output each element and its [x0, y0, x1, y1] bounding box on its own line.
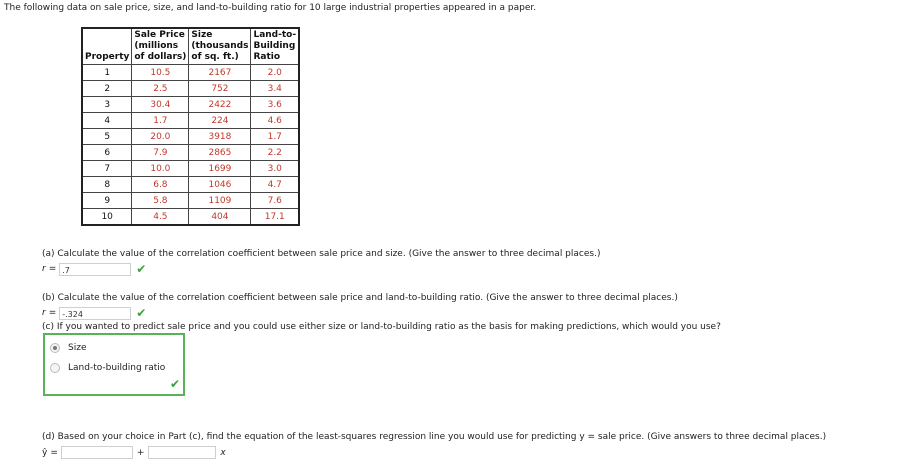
- cell-property: 4: [82, 113, 132, 129]
- question-d: (d) Based on your choice in Part (c), find the equation of the least-squares regression line you would use for predicting y = sale price. (Give answers to three decimal places.): [42, 432, 827, 442]
- question-c: (c) If you wanted to predict sale price and you could use either size or land-to-building ratio as the basis for making predictions, which would you use?: [42, 322, 721, 332]
- slope-input[interactable]: [148, 446, 216, 459]
- check-mark-icon: ✔: [136, 306, 147, 320]
- cell-size: 2167: [189, 65, 251, 81]
- property-data-table: [81, 27, 300, 226]
- cell-ratio: 3.6: [251, 97, 299, 113]
- header-property: Property: [82, 28, 132, 65]
- cell-size: 2422: [189, 97, 251, 113]
- cell-sale-price: 1.7: [132, 113, 189, 129]
- cell-size: 2865: [189, 145, 251, 161]
- x-variable: x: [220, 447, 226, 458]
- plus-sign: +: [136, 447, 145, 458]
- cell-property: 6: [82, 145, 132, 161]
- cell-sale-price: 7.9: [132, 145, 189, 161]
- table-row: [82, 65, 299, 81]
- cell-sale-price: 2.5: [132, 81, 189, 97]
- cell-ratio: 4.7: [251, 177, 299, 193]
- cell-sale-price: 4.5: [132, 209, 189, 226]
- answer-b-input[interactable]: -.324: [59, 307, 131, 320]
- cell-ratio: 3.0: [251, 161, 299, 177]
- header-ratio: Land-to- Building Ratio: [251, 28, 299, 65]
- answer-b-equals: =: [48, 308, 57, 318]
- header-sale-price: Sale Price (millions of dollars): [132, 28, 189, 65]
- cell-ratio: 2.0: [251, 65, 299, 81]
- radio-unselected[interactable]: [50, 363, 60, 373]
- table-row: [82, 113, 299, 129]
- option-ratio-label: Land-to-building ratio: [68, 363, 166, 373]
- answer-a-equals: =: [48, 264, 57, 274]
- cell-property: 5: [82, 129, 132, 145]
- cell-property: 9: [82, 193, 132, 209]
- answer-c-choice-group: [43, 333, 185, 396]
- answer-a-label: r: [42, 264, 46, 274]
- intercept-input[interactable]: [61, 446, 133, 459]
- answer-d-label: ŷ: [42, 447, 48, 458]
- cell-size: 404: [189, 209, 251, 226]
- table-row: [82, 161, 299, 177]
- cell-size: 3918: [189, 129, 251, 145]
- cell-property: 8: [82, 177, 132, 193]
- question-a: (a) Calculate the value of the correlation coefficient between sale price and size. (Give the answer to three decimal places.): [42, 249, 601, 259]
- answer-a-line: [42, 262, 146, 276]
- cell-sale-price: 30.4: [132, 97, 189, 113]
- cell-ratio: 17.1: [251, 209, 299, 226]
- question-b: (b) Calculate the value of the correlation coefficient between sale price and land-to-building ratio. (Give the answer to three decimal places.): [42, 293, 678, 303]
- cell-size: 1699: [189, 161, 251, 177]
- table-row: [82, 129, 299, 145]
- table-row: [82, 145, 299, 161]
- table-row: [82, 81, 299, 97]
- cell-sale-price: 6.8: [132, 177, 189, 193]
- cell-property: 1: [82, 65, 132, 81]
- option-size-label: Size: [68, 343, 87, 353]
- cell-property: 10: [82, 209, 132, 226]
- radio-selected[interactable]: [50, 343, 60, 353]
- answer-b-label: r: [42, 308, 46, 318]
- cell-size: 752: [189, 81, 251, 97]
- cell-ratio: 3.4: [251, 81, 299, 97]
- cell-size: 224: [189, 113, 251, 129]
- check-mark-icon: ✔: [136, 262, 147, 276]
- table-row: [82, 209, 299, 226]
- answer-d-line: [42, 446, 226, 459]
- check-mark-icon: ✔: [169, 377, 180, 391]
- header-size: Size (thousands of sq. ft.): [189, 28, 251, 65]
- cell-sale-price: 10.5: [132, 65, 189, 81]
- table-row: [82, 193, 299, 209]
- cell-ratio: 4.6: [251, 113, 299, 129]
- table-header-row: [82, 28, 299, 65]
- intro-text: The following data on sale price, size, and land-to-building ratio for 10 large industrial properties appeared in a paper.: [4, 3, 537, 13]
- table-row: [82, 177, 299, 193]
- cell-sale-price: 10.0: [132, 161, 189, 177]
- cell-sale-price: 5.8: [132, 193, 189, 209]
- answer-a-input[interactable]: .7: [59, 263, 131, 276]
- cell-sale-price: 20.0: [132, 129, 189, 145]
- cell-ratio: 2.2: [251, 145, 299, 161]
- option-land-to-building-ratio[interactable]: [50, 363, 165, 373]
- answer-d-equals: =: [50, 447, 58, 458]
- option-size[interactable]: [50, 343, 86, 353]
- cell-property: 7: [82, 161, 132, 177]
- table-row: [82, 97, 299, 113]
- answer-b-line: [42, 306, 146, 320]
- cell-property: 3: [82, 97, 132, 113]
- cell-ratio: 7.6: [251, 193, 299, 209]
- cell-ratio: 1.7: [251, 129, 299, 145]
- cell-size: 1109: [189, 193, 251, 209]
- cell-property: 2: [82, 81, 132, 97]
- cell-size: 1046: [189, 177, 251, 193]
